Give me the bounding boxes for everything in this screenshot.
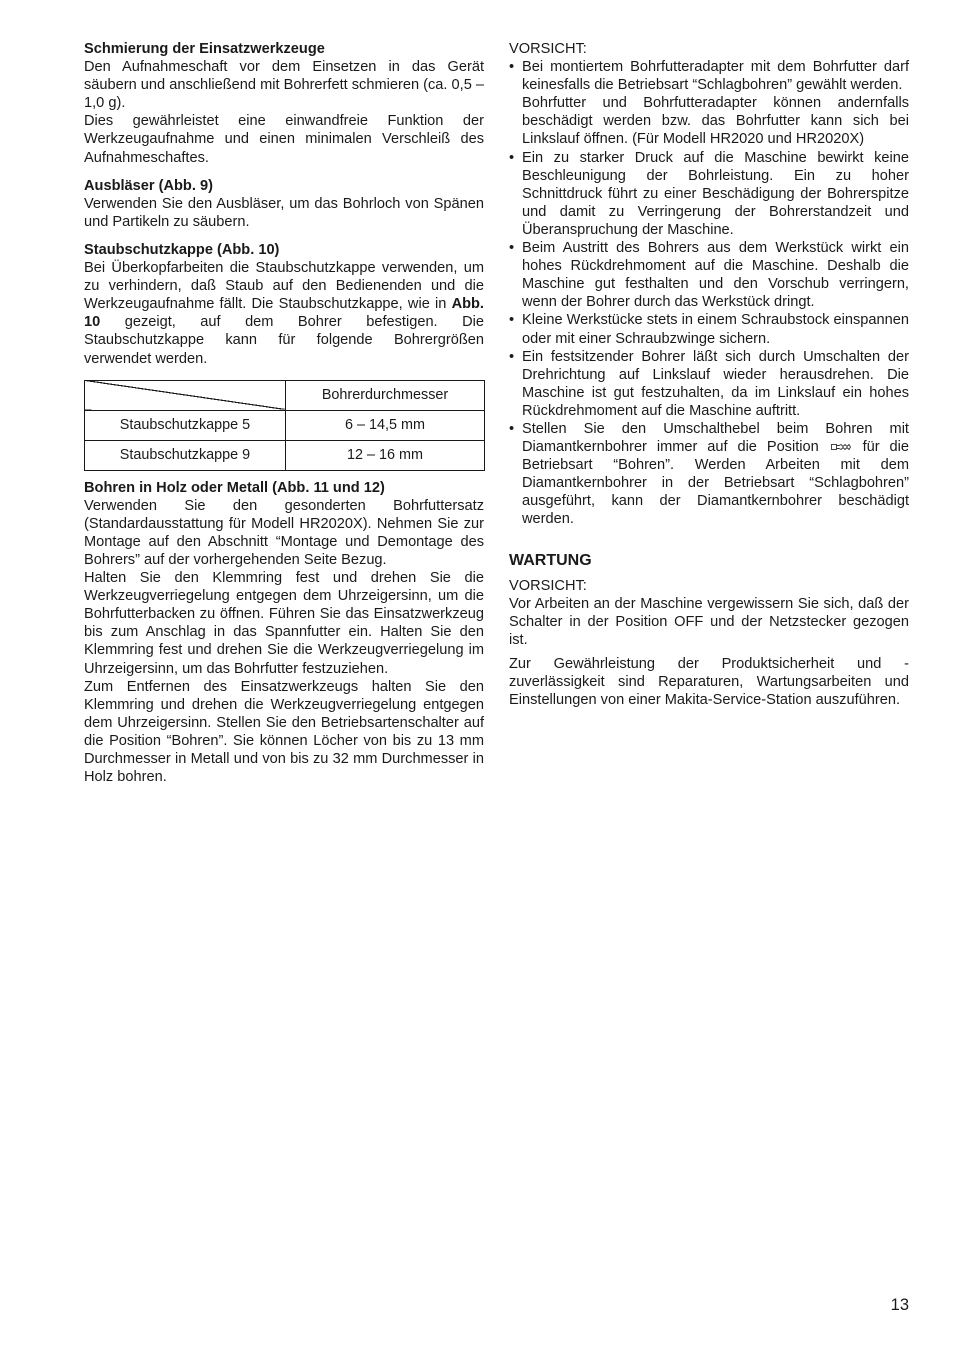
- maintenance-text-2: Zur Gewährleistung der Produktsicherheit und -zuverlässigkeit sind Reparaturen, Wartungsarbeiten und Einstellungen von einer Makita-Service-Station auszuführen.: [509, 655, 909, 709]
- caution-label: VORSICHT:: [509, 41, 587, 57]
- lubrication-text-2: Dies gewährleistet eine einwandfreie Funktion der Werkzeugaufnahme und einen minimalen Verschleiß des Aufnahmeschaftes.: [84, 113, 484, 166]
- page-number: 13: [890, 1296, 909, 1314]
- lubrication-text-1: Den Aufnahmeschaft vor dem Einsetzen in das Gerät säubern und anschließend mit Bohrerfett schmieren (ca. 0,5 – 1,0 g).: [84, 59, 484, 112]
- table-cell-name: Staubschutzkappe 9: [85, 440, 286, 470]
- table-header-drill-diameter: Bohrerdurchmesser: [286, 380, 485, 410]
- section-heading-maintenance: WARTUNG: [509, 551, 592, 569]
- caution-list: [509, 58, 909, 528]
- dust-cup-text: Bei Überkopfarbeiten die Staubschutzkappe verwenden, um zu verhindern, daß Staub auf den Bedienenden und die Werkzeugaufnahme fällt. Die Staubschutzkappe, wie in Abb. 10 gezeigt, auf dem Bohrer befestigen. Die Staubschutzkappe kann für folgende Bohrergrößen verwendet werden.: [84, 260, 484, 367]
- dust-cup-table: [84, 380, 485, 471]
- figure-reference: Abb. 10: [84, 296, 484, 331]
- left-column: [84, 40, 484, 786]
- blow-out-text: Verwenden Sie den Ausbläser, um das Bohrloch von Spänen und Partikeln zu säubern.: [84, 195, 484, 230]
- maintenance-caution-label: VORSICHT:: [509, 577, 587, 594]
- drilling-text-3: Zum Entfernen des Einsatzwerkzeugs halten Sie den Klemmring und drehen die Werkzeugverriegelung entgegen dem Uhrzeigersinn. Stellen Sie den Betriebsartenschalter auf die Position “Bohren”. Sie können Löcher von bis zu 13 mm Durchmesser in Metall und von bis zu 32 mm Durchmesser in Holz bohren.: [84, 678, 484, 786]
- section-heading-dust-cup: Staubschutzkappe (Abb. 10): [84, 241, 280, 258]
- list-item: • Beim Austritt des Bohrers aus dem Werkstück wirkt ein hohes Rückdrehmoment auf die Maschine. Deshalb die Maschine gut festhalten und den Vorschub verringern, wenn der Bohrer durch das Werkstück dringt.: [509, 239, 909, 311]
- drill-bit-icon: [831, 443, 851, 451]
- drilling-text-2: Halten Sie den Klemmring fest und drehen Sie die Werkzeugverriegelung entgegen dem Uhrzeigersinn, um die Bohrfutterbacken zu öffnen. Führen Sie das Einsatzwerkzeug bis zum Anschlag in das Spannfutter ein. Halten Sie den Klemmring fest und drehen Sie die Werkzeugverriegelung im Uhrzeigersinn, um das Bohrfutter festzuziehen.: [84, 570, 484, 677]
- list-item: • Stellen Sie den Umschalthebel beim Bohren mit Diamantkernbohrer immer auf die Position für die Betriebsart “Bohren”. Werden Arbeiten mit dem Diamantkernbohrer in der Betriebsart “Schlagbohren” ausgeführt, kann der Diamantkernbohrer beschädigt werden.: [509, 420, 909, 529]
- section-heading-drilling-wood-metal: Bohren in Holz oder Metall (Abb. 11 und 12): [84, 479, 385, 496]
- table-cell-name: Staubschutzkappe 5: [85, 410, 286, 440]
- list-item: • Ein zu starker Druck auf die Maschine bewirkt keine Beschleunigung der Bohrleistung. Ein zu hoher Schnittdruck führt zu einer Beschädigung der Bohrerspitze und damit zu Verringerung der Bohrerstandzeit und Überanspruchung der Maschine.: [509, 149, 909, 239]
- section-heading-lubrication: Schmierung der Einsatzwerkzeuge: [84, 41, 325, 57]
- table-cell-value: 6 – 14,5 mm: [286, 410, 485, 440]
- table-row: [85, 410, 485, 440]
- list-item: • Ein festsitzender Bohrer läßt sich durch Umschalten der Drehrichtung auf Linkslauf wieder herausdrehen. Die Maschine ist gut festzuhalten, da im Linkslauf ein hohes Rückdrehmoment auf die Maschine auftritt.: [509, 348, 909, 420]
- right-column: [509, 40, 909, 709]
- table-cell-value: 12 – 16 mm: [286, 440, 485, 470]
- list-item: • Kleine Werkstücke stets in einem Schraubstock einspannen oder mit einer Schraubzwinge sichern.: [509, 311, 909, 347]
- drilling-text-1: Verwenden Sie den gesonderten Bohrfuttersatz (Standardausstattung für Modell HR2020X). Nehmen Sie zur Montage auf den Abschnitt “Montage und Demontage des Bohrers” auf der vorhergehenden Seite Bezug.: [84, 497, 484, 568]
- list-item: • Bei montiertem Bohrfutteradapter mit dem Bohrfutter darf keinesfalls die Betriebsart “Schlagbohren” gewählt werden. Bohrfutter und Bohrfutteradapter können andernfalls beschädigt werden bzw. das Bohrfutter kann sich bei Linkslauf öffnen. (Für Modell HR2020 und HR2020X): [509, 58, 909, 148]
- section-heading-blow-out: Ausbläser (Abb. 9): [84, 177, 213, 194]
- list-item-subtext: Bohrfutter und Bohrfutteradapter können andernfalls beschädigt werden bzw. das Bohrfutter kann sich bei Linkslauf öffnen. (Für Modell HR2020 und HR2020X): [522, 95, 909, 148]
- table-row: [85, 440, 485, 470]
- table-corner-cell: [85, 380, 286, 410]
- maintenance-text-1: Vor Arbeiten an der Maschine vergewissern Sie sich, daß der Schalter in der Position OFF und der Netzstecker gezogen ist.: [509, 595, 909, 648]
